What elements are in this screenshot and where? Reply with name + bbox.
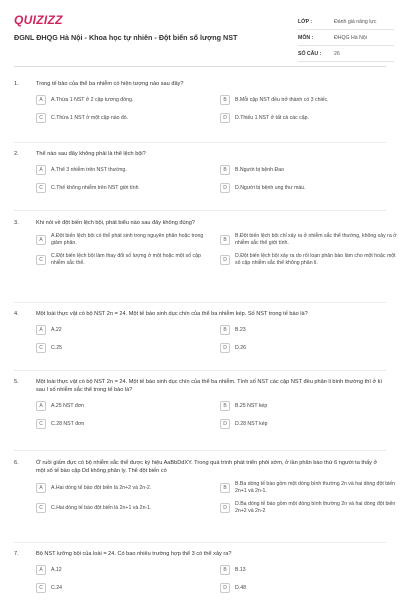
option-text: C.Đột biến lệch bội làm thay đổi số lượng ở một hoặc một số cặp nhiễm sắc thể.	[51, 253, 201, 266]
option-d[interactable]	[220, 253, 398, 267]
option-text: C.Thể không nhiễm trên NST giới tính	[51, 184, 139, 191]
question-text: Khi nói về đột biến lệch bội, phát biểu nào sau đây không đúng?	[36, 220, 195, 226]
option-letter-box[interactable]: A	[36, 95, 46, 105]
meta-value: 26	[334, 50, 340, 57]
answer-options	[36, 564, 386, 594]
option-b[interactable]	[220, 324, 398, 336]
question-divider	[14, 542, 386, 543]
question-divider	[14, 302, 386, 303]
option-text: B.Mỗi cặp NST đều trở thành có 3 chiếc.	[235, 96, 329, 103]
option-c[interactable]	[36, 342, 214, 354]
option-letter-box[interactable]: C	[36, 183, 46, 193]
option-text: B.Đột biến lệch bội chỉ xảy ra ở nhiễm sắc thể thường, không xảy ra ở nhiễm sắc thể giới tính.	[235, 233, 397, 246]
option-text: C.24	[51, 584, 62, 591]
option-letter-box[interactable]: C	[36, 503, 46, 513]
worksheet-title: ĐGNL ĐHQG Hà Nội - Khoa học tự nhiên - Đột biến số lượng NST	[14, 33, 238, 42]
option-letter-box[interactable]: C	[36, 113, 46, 123]
option-c[interactable]	[36, 501, 214, 515]
worksheet-header	[0, 0, 400, 66]
option-text: C.Hai dòng tế bào đột biến là 2n+1 và 2n-1.	[51, 504, 152, 511]
question-text: Thể nào sau đây không phải là thể lệch bội?	[36, 151, 146, 157]
option-letter-box[interactable]: C	[36, 255, 46, 265]
question-1	[14, 80, 386, 124]
option-text: A.Thể 3 nhiễm trên NST thường.	[51, 166, 127, 173]
option-letter-box[interactable]: A	[36, 235, 46, 245]
option-letter-box[interactable]: A	[36, 483, 46, 493]
option-text: B.Người bị bệnh Đao	[235, 166, 284, 173]
question-number: 4.	[14, 311, 19, 317]
option-letter-box[interactable]: B	[220, 325, 230, 335]
meta-key: MÔN :	[298, 34, 314, 41]
option-letter-box[interactable]: B	[220, 235, 230, 245]
option-text: A.Thừa 1 NST ở 2 cặp tương đồng.	[51, 96, 134, 103]
option-d[interactable]	[220, 112, 398, 124]
option-a[interactable]	[36, 324, 214, 336]
option-letter-box[interactable]: D	[220, 419, 230, 429]
question-text: Trong tế bào của thể ba nhiễm có hiện tượng nào sau đây?	[36, 81, 184, 87]
option-text: B.25 NST kép	[235, 402, 268, 409]
option-letter-box[interactable]: D	[220, 183, 230, 193]
option-c[interactable]	[36, 418, 214, 430]
question-number: 2.	[14, 151, 19, 157]
option-text: B.23	[235, 326, 246, 333]
meta-row-subject	[298, 30, 394, 46]
question-number: 3.	[14, 220, 19, 226]
option-b[interactable]	[220, 400, 398, 412]
option-a[interactable]	[36, 481, 214, 495]
option-text: A.25 NST đơn	[51, 402, 85, 409]
meta-row-class	[298, 14, 394, 30]
option-letter-box[interactable]: B	[220, 165, 230, 175]
option-c[interactable]	[36, 253, 214, 267]
option-b[interactable]	[220, 164, 398, 176]
question-number: 7.	[14, 551, 19, 557]
question-number: 1.	[14, 81, 19, 87]
meta-value: ĐHQG Hà Nội	[334, 34, 367, 41]
question-7	[14, 550, 386, 594]
option-letter-box[interactable]: D	[220, 583, 230, 593]
option-letter-box[interactable]: A	[36, 325, 46, 335]
question-text: Bộ NST lưỡng bội của loài = 24. Có bao nhiêu trường hợp thể 3 có thể xảy ra?	[36, 551, 232, 557]
question-text: Ở ruồi giấm đực có bộ nhiễm sắc thể được ký hiệu AaBbDdXY. Trong quá trình phát triển phôi sớm, ở lần phân bào thứ 6 người ta thấy ở một số tế bào cặp Dd không phân ly. Thể đột biến có	[36, 460, 378, 474]
option-text: A.12	[51, 566, 62, 573]
option-a[interactable]	[36, 564, 214, 576]
answer-options	[36, 400, 386, 430]
option-text: B.Ba dòng tế bào gồm một dòng bình thường 2n và hai dòng đột biến 2n+1 và 2n-1.	[235, 481, 396, 494]
answer-options	[36, 324, 386, 354]
question-4	[14, 310, 386, 354]
question-divider	[14, 210, 386, 211]
option-text: D.26	[235, 344, 246, 351]
quizizz-logo: QUIZIZZ	[14, 13, 63, 27]
option-b[interactable]	[220, 233, 398, 247]
option-text: D.Ba dòng tế bào gồm một dòng bình thường 2n và hai dòng đột biến 2n+2 và 2n-2	[235, 501, 396, 514]
option-d[interactable]	[220, 418, 398, 430]
header-divider	[14, 66, 386, 67]
option-text: D.Thiếu 1 NST ở tất cả các cặp.	[235, 114, 309, 121]
option-a[interactable]	[36, 94, 214, 106]
question-number: 6.	[14, 460, 19, 466]
option-text: C.Thừa 1 NST ở một cặp nào đó.	[51, 114, 129, 121]
option-letter-box[interactable]: A	[36, 401, 46, 411]
question-divider	[14, 370, 386, 371]
question-divider	[14, 450, 386, 451]
option-b[interactable]	[220, 564, 398, 576]
option-letter-box[interactable]: C	[36, 343, 46, 353]
option-letter-box[interactable]: B	[220, 483, 230, 493]
meta-panel	[298, 14, 394, 62]
option-a[interactable]	[36, 400, 214, 412]
meta-key: SỐ CÂU :	[298, 50, 322, 57]
meta-row-count	[298, 46, 394, 62]
option-text: B.13	[235, 566, 246, 573]
option-text: C.28 NST đơn	[51, 420, 85, 427]
question-3	[14, 219, 397, 267]
option-text: D.Đột biến lệch bội xảy ra do rối loạn phân bào làm cho một hoặc một số cặp nhiễm sắc thể không phân li.	[235, 253, 396, 266]
option-letter-box[interactable]: C	[36, 583, 46, 593]
option-d[interactable]	[220, 501, 398, 515]
option-d[interactable]	[220, 342, 398, 354]
option-c[interactable]	[36, 582, 214, 594]
option-d[interactable]	[220, 582, 398, 594]
option-a[interactable]	[36, 233, 214, 247]
option-letter-box[interactable]: C	[36, 419, 46, 429]
option-text: D.Người bị bệnh ung thư máu.	[235, 184, 306, 191]
option-b[interactable]	[220, 481, 398, 495]
question-number: 5.	[14, 379, 19, 385]
option-text: A.22	[51, 326, 62, 333]
option-c[interactable]	[36, 112, 214, 124]
option-letter-box[interactable]: B	[220, 401, 230, 411]
question-divider	[14, 142, 386, 143]
option-letter-box[interactable]: A	[36, 565, 46, 575]
answer-options	[36, 94, 386, 124]
option-text: A.Đột biến lệch bội có thể phát sinh trong nguyên phân hoặc trong giảm phân.	[51, 233, 204, 246]
option-b[interactable]	[220, 94, 398, 106]
option-letter-box[interactable]: B	[220, 565, 230, 575]
option-letter-box[interactable]: D	[220, 255, 230, 265]
meta-key: LỚP :	[298, 18, 313, 25]
option-letter-box[interactable]: D	[220, 113, 230, 123]
option-d[interactable]	[220, 182, 398, 194]
question-2	[14, 150, 386, 194]
question-text: Một loài thực vật có bộ NST 2n = 24. Một tế bào sinh dục chín của thể ba nhiễm. Tính số NST các cặp NST đều phân li bình thường thì ở kì sau I số nhiễm sắc thể trong tế bào là?	[36, 379, 383, 393]
answer-options	[36, 233, 397, 267]
option-a[interactable]	[36, 164, 214, 176]
option-text: C.25	[51, 344, 62, 351]
option-text: D.28 NST kép	[235, 420, 268, 427]
answer-options	[36, 164, 386, 194]
option-letter-box[interactable]: D	[220, 343, 230, 353]
meta-value: Đánh giá năng lực	[334, 18, 377, 25]
option-text: D.48	[235, 584, 246, 591]
option-letter-box[interactable]: B	[220, 95, 230, 105]
option-letter-box[interactable]: D	[220, 503, 230, 513]
question-6	[14, 459, 396, 515]
option-letter-box[interactable]: A	[36, 165, 46, 175]
question-5	[14, 378, 386, 430]
question-text: Một loài thực vật có bộ NST 2n = 24. Một tế bào sinh dục chín của thể ba nhiễm kép. Số NST trong tế bào là?	[36, 311, 308, 317]
option-text: A.Hai dòng tế bào đột biến là 2n+2 và 2n-2.	[51, 484, 152, 491]
answer-options	[36, 481, 396, 515]
option-c[interactable]	[36, 182, 214, 194]
